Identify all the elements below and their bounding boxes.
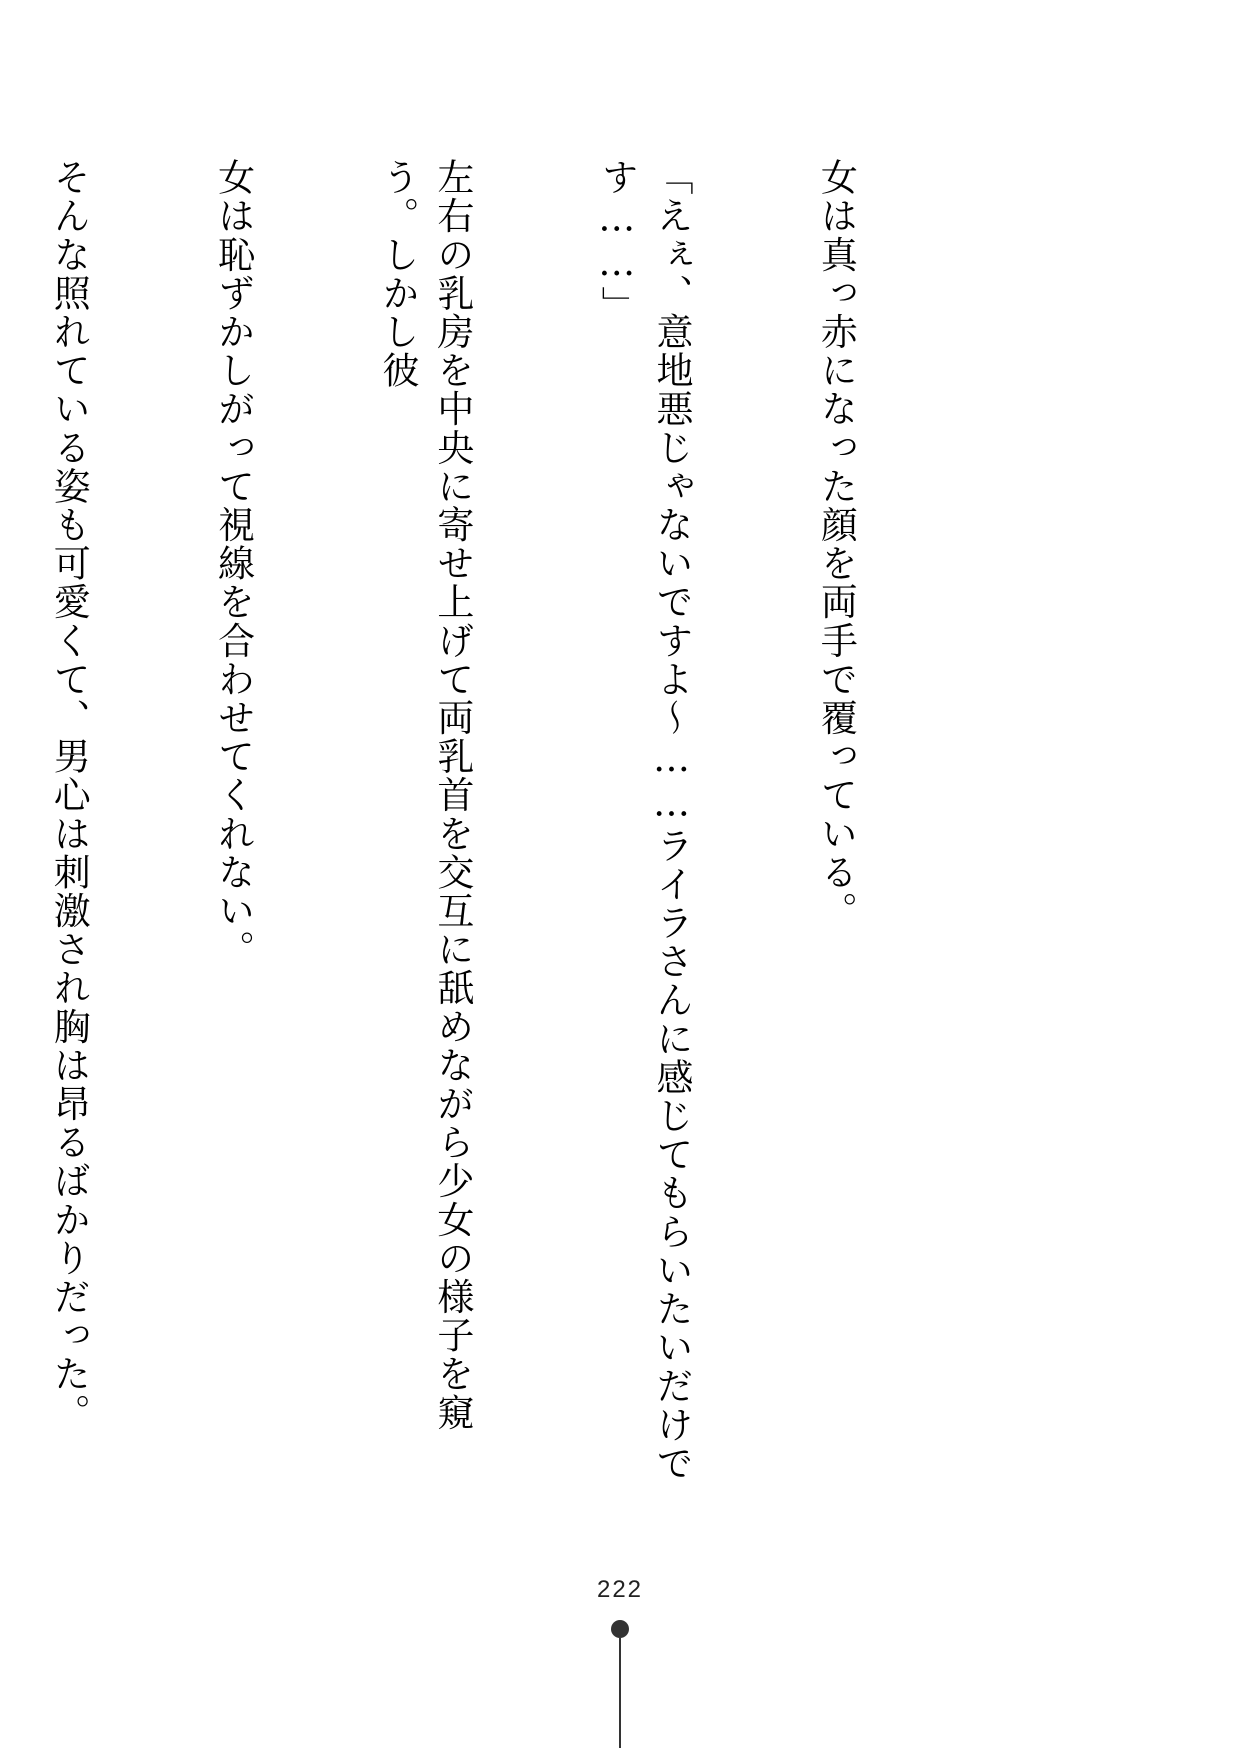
body-text bbox=[47, 158, 972, 1488]
bookmark-dot-icon bbox=[611, 1620, 629, 1638]
bookmark-line bbox=[619, 1638, 621, 1748]
text-line: そんな照れている姿も可愛くて、男心は刺激され胸は昂るばかりだった。 bbox=[47, 158, 91, 1432]
text-line: 左右の乳房を中央に寄せ上げて両乳首を交互に舐めながら少女の様子を窺う。しかし彼 bbox=[376, 158, 474, 1432]
text-line: 「えぇ、意地悪じゃないですよ～……ライラさんに感じてもらいたいだけです……」 bbox=[595, 158, 694, 1483]
text-line: 女は恥ずかしがって視線を合わせてくれない。 bbox=[211, 158, 255, 969]
page-number: 222 bbox=[596, 1576, 644, 1603]
text-line: 女は真っ赤になった顔を両手で覆っている。 bbox=[814, 158, 858, 930]
